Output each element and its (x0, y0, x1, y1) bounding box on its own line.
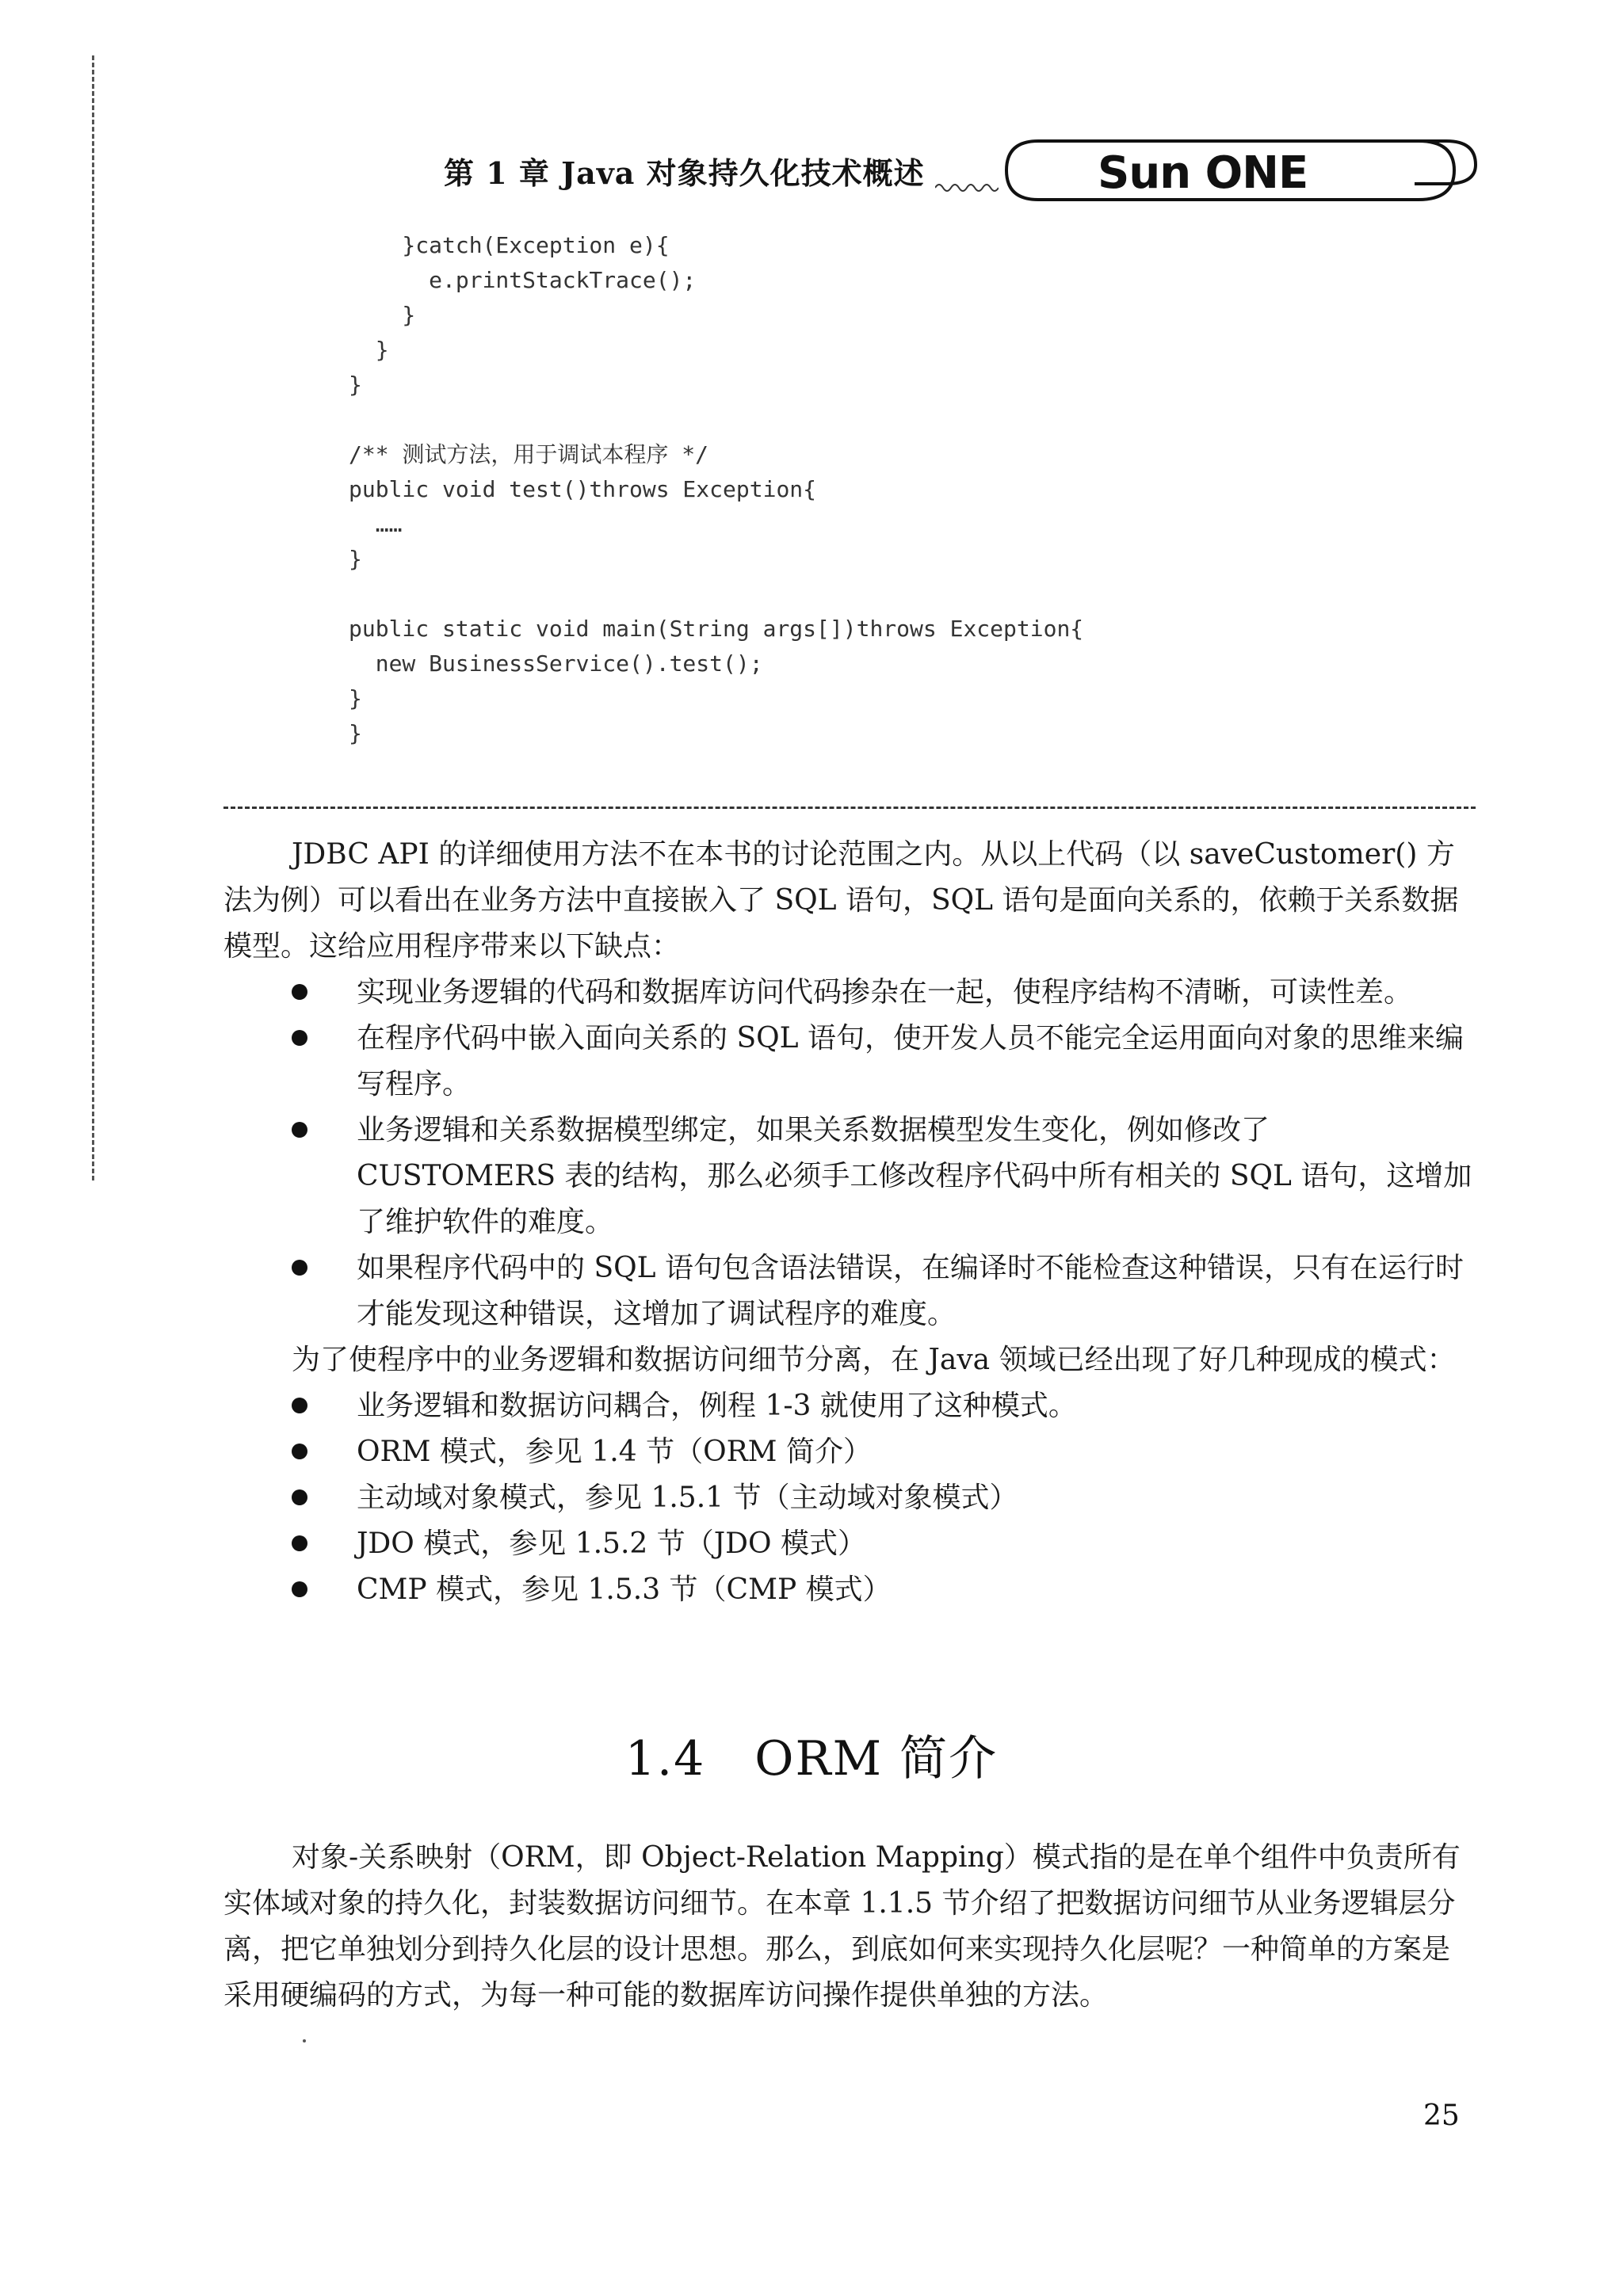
drawback-item (223, 970, 1476, 1016)
code-line (349, 402, 1522, 437)
running-header (0, 135, 1623, 222)
code-line: }catch(Exception e){ (349, 232, 670, 258)
pattern-item-text: ORM 模式，参见 1.4 节（ORM 简介） (357, 1436, 872, 1468)
drawback-item-text: 业务逻辑和关系数据模型绑定，如果关系数据模型发生变化，例如修改了 CUSTOMERS 表的结构，那么必须手工修改程序代码中所有相关的 SQL 语句，这增加了维护软件的难度。 (357, 1114, 1472, 1238)
pattern-item-text: JDO 模式，参见 1.5.2 节（JDO 模式） (357, 1527, 866, 1560)
drawback-item-text: 实现业务逻辑的代码和数据库访问代码掺杂在一起，使程序结构不清晰，可读性差。 (357, 976, 1413, 1009)
bullet-dot-icon (292, 1030, 307, 1046)
code-line: public static void main(String args[])throws Exception{ (349, 616, 1084, 642)
bullet-dot-icon (292, 1122, 307, 1138)
drawback-item-text: 如果程序代码中的 SQL 语句包含语法错误，在编译时不能检查这种错误，只有在运行时才能发现这种错误，这增加了调试程序的难度。 (357, 1252, 1464, 1330)
page-number: 25 (1423, 2100, 1460, 2132)
patterns-intro-paragraph: 为了使程序中的业务逻辑和数据访问细节分离，在 Java 领域已经出现了好几种现成的模式： (292, 1344, 1456, 1376)
section-heading: 1.4 ORM 简介 (624, 1731, 999, 1787)
code-line (349, 577, 1522, 612)
pattern-item-text: 主动域对象模式，参见 1.5.1 节（主动域对象模式） (357, 1482, 1018, 1514)
code-listing (349, 228, 1522, 751)
chapter-title: 第 1 章 Java 对象持久化技术概述 (444, 155, 925, 191)
bullet-dot-icon (292, 984, 307, 1000)
code-line: e.printStackTrace(); (349, 267, 697, 293)
binding-margin-line (92, 55, 94, 1180)
sun-one-logo-text: Sun ONE (1098, 147, 1308, 199)
bullet-dot-icon (292, 1581, 307, 1597)
code-line: } (349, 685, 362, 711)
code-end-rule (223, 807, 1476, 809)
code-line: } (349, 337, 389, 363)
bullet-dot-icon (292, 1444, 307, 1459)
pattern-item (223, 1383, 1476, 1429)
squiggle-ornament-icon (935, 178, 999, 194)
code-line: } (349, 372, 362, 398)
bullet-dot-icon (292, 1535, 307, 1551)
code-line: /** 测试方法，用于调试本程序 */ (349, 441, 709, 467)
code-line: public void test()throws Exception{ (349, 476, 817, 502)
pattern-item-text: CMP 模式，参见 1.5.3 节（CMP 模式） (357, 1573, 892, 1606)
bullet-dot-icon (292, 1489, 307, 1505)
code-line: new BusinessService().test(); (349, 650, 763, 677)
pattern-item (223, 1429, 1476, 1475)
intro-paragraph: JDBC API 的详细使用方法不在本书的讨论范围之内。从以上代码（以 saveCustomer() 方法为例）可以看出在业务方法中直接嵌入了 SQL 语句，SQL 语句是面向关系的，依赖于关系数据模型。这给应用程序带来以下缺点： (223, 838, 1459, 963)
patterns-list (223, 1383, 1476, 1613)
drawback-item-text: 在程序代码中嵌入面向关系的 SQL 语句，使开发人员不能完全运用面向对象的思维来编写程序。 (357, 1022, 1464, 1100)
orm-paragraph: 对象-关系映射（ORM，即 Object-Relation Mapping）模式指的是在单个组件中负责所有实体域对象的持久化，封装数据访问细节。在本章 1.1.5 节介绍了把数据访问细节从业务逻辑层分离，把它单独划分到持久化层的设计思想。那么，到底如何来实现持久化层呢？一种简单的方案是采用硬编码的方式，为每一种可能的数据库访问操作提供单独的方法。 (223, 1841, 1461, 2012)
drawback-item (223, 1108, 1476, 1245)
drawbacks-list (223, 970, 1476, 1337)
code-line: } (349, 546, 362, 572)
pattern-item-text: 业务逻辑和数据访问耦合，例程 1-3 就使用了这种模式。 (357, 1390, 1077, 1422)
main-text (223, 832, 1476, 1613)
orm-section-text (223, 1835, 1476, 2019)
code-line: } (349, 302, 416, 328)
pattern-item (223, 1567, 1476, 1613)
drawback-item (223, 1245, 1476, 1337)
pattern-item (223, 1521, 1476, 1567)
drawback-item (223, 1016, 1476, 1108)
pattern-item (223, 1475, 1476, 1521)
code-line: …… (349, 511, 403, 537)
scan-speck (303, 2039, 306, 2042)
bullet-dot-icon (292, 1398, 307, 1413)
bullet-dot-icon (292, 1260, 307, 1276)
code-line: } (349, 720, 362, 746)
